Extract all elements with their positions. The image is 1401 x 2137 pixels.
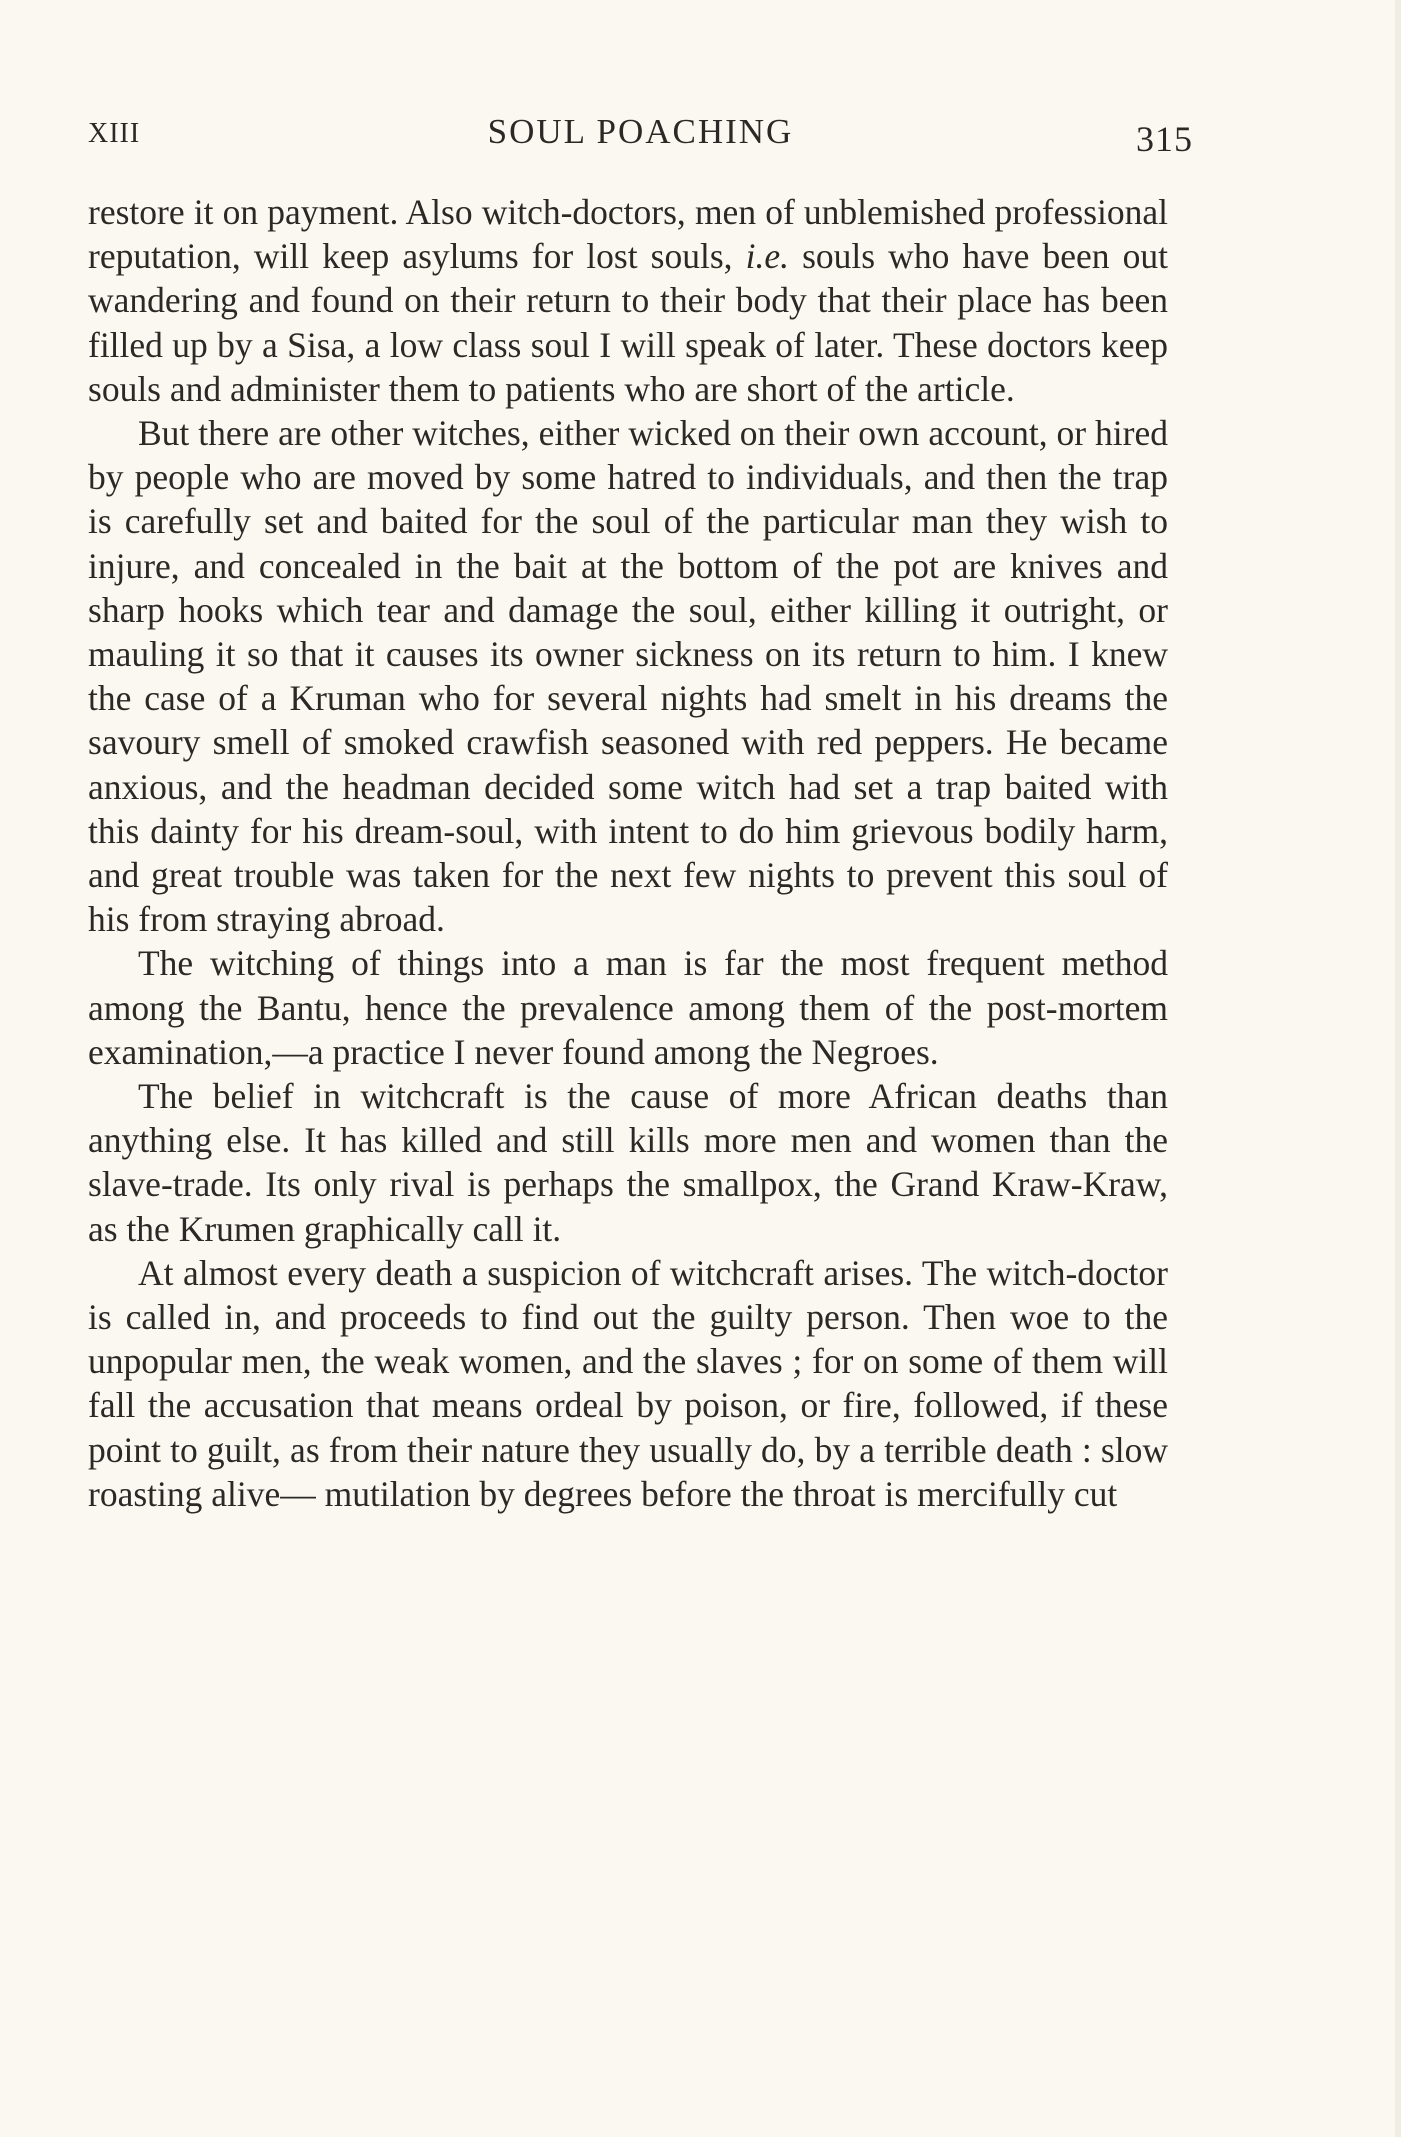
running-head (88, 112, 1193, 162)
paragraph: The belief in witchcraft is the cause of more African deaths than anything else. It has killed and still kills more men and women than the slave-trade. Its only rival is perhaps the smallpox, the Grand Kraw-Kraw, as the Krumen graphically call it. (88, 1076, 1168, 1249)
abbreviation-ie: i.e. (745, 236, 789, 277)
paragraph: At almost every death a suspicion of witchcraft arises. The witch-doctor is called in, and proceeds to find out the guilty person. Then woe to the unpopular men, the weak women, and the slaves ; for on some of them will fall the accusation that means ordeal by poison, or fire, followed, if these point to guilt, as from their nature they usually do, by a terrible death : slow roasting alive— mutilation by degrees before the throat is mercifully cut (88, 1252, 1168, 1514)
page-number: 315 (1136, 119, 1193, 159)
paragraph: But there are other witches, either wicked on their own account, or hired by people who are moved by some hatred to individuals, and then the trap is carefully set and baited for the soul of the particular man they wish to injure, and concealed in the bait at the bottom of the pot are knives and sharp hooks which tear and damage the soul, either killing it outright, or mauling it so that it causes its owner sickness on its return to him. I knew the case of a Kruman who for several nights had smelt in his dreams the savoury smell of smoked crawfish seasoned with red peppers. He became anxious, and the headman decided some witch had set a trap baited with this dainty for his dream-soul, with intent to do him grievous bodily harm, and great trouble was taken for the next few nights to prevent this soul of his from straying abroad. (88, 413, 1168, 940)
running-title: SOUL POACHING (487, 112, 794, 151)
page-edge (1395, 0, 1401, 2137)
paragraph: The witching of things into a man is far the most frequent method among the Bantu, hence the prevalence among them of the post-mortem examination,—a practice I never found among the Negroes. (88, 943, 1168, 1072)
chapter-number: XIII (88, 118, 141, 149)
body-text (88, 190, 1168, 1516)
paragraph-continued (88, 190, 1168, 411)
paragraph-text: restore it on payment. Also witch-doctors, men of unblemished professional reputation, will keep asylums for lost souls, (88, 192, 1168, 277)
paragraph-text: souls who have been out wandering and found on their return to their body that their place has been filled up by a Sisa, a low class soul I will speak of later. These doctors keep souls and administer them to patients who are short of the article. (88, 236, 1168, 409)
